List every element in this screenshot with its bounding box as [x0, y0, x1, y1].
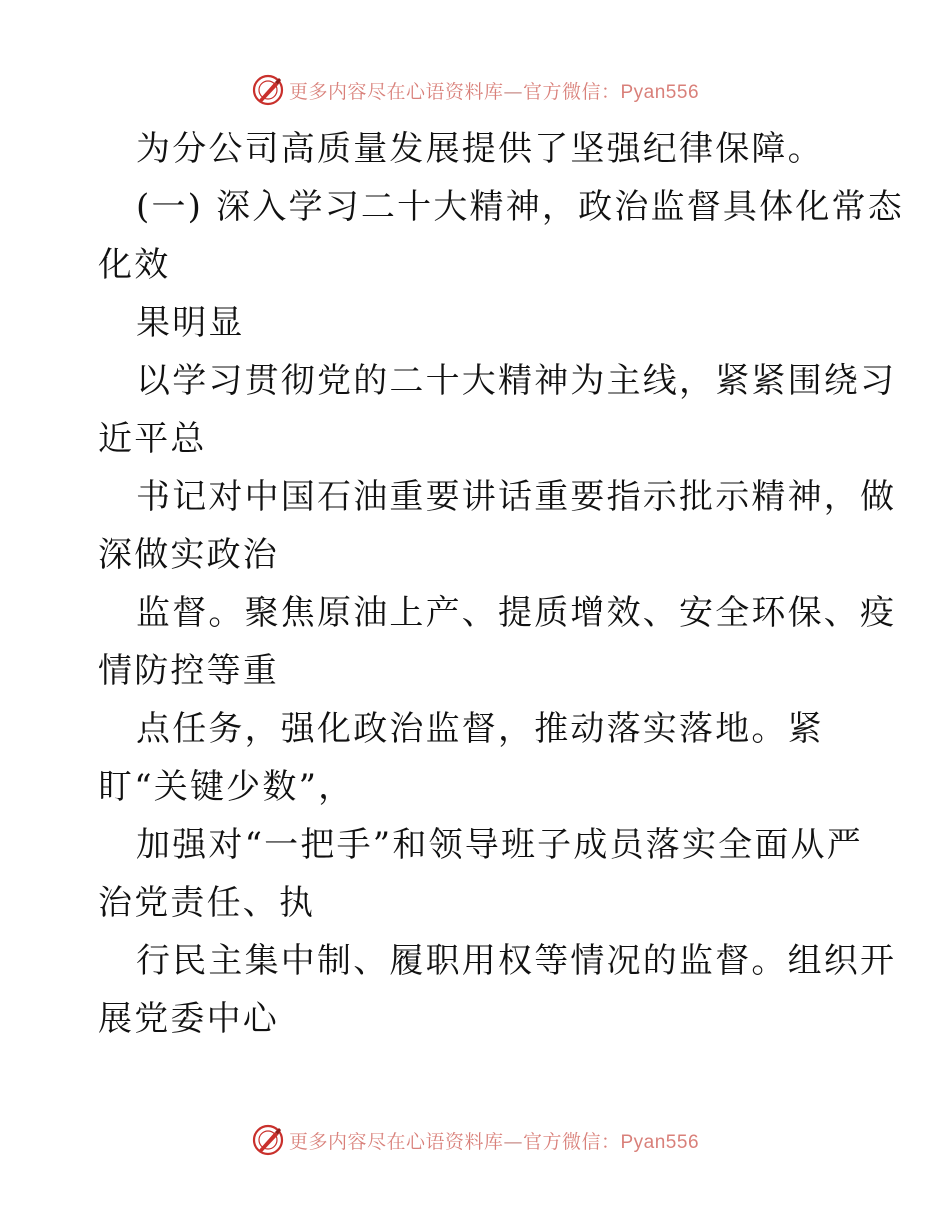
body-line: 加强对“一把手”和领导班子成员落实全面从严	[136, 825, 863, 865]
body-line: 情防控等重	[98, 651, 279, 691]
footer-banner-text	[289, 1127, 699, 1154]
body-line: 点任务，强化政治监督，推动落实落地。紧	[136, 709, 824, 749]
header-banner-wechat-id: Pyan556	[620, 81, 700, 103]
header-banner-separator: —	[503, 80, 523, 103]
body-line: 以学习贯彻党的二十大精神为主线，紧紧围绕习	[136, 361, 897, 401]
body-line: 果明显	[136, 303, 245, 343]
body-line: 治党责任、执	[98, 883, 316, 923]
body-line: 化效	[98, 245, 171, 285]
document-body	[98, 120, 904, 1048]
footer-banner	[0, 1120, 950, 1160]
pen-logo-icon	[251, 73, 285, 107]
header-banner	[0, 70, 950, 110]
footer-banner-suffix: 官方微信：	[522, 1130, 621, 1153]
pen-logo-icon	[251, 1123, 285, 1157]
body-line: 书记对中国石油重要讲话重要指示批示精神，做	[136, 477, 897, 517]
body-line: 为分公司高质量发展提供了坚强纪律保障。	[136, 129, 824, 169]
header-banner-title: 更多内容尽在心语资料库	[288, 80, 504, 103]
body-line: 盯“关键少数”，	[98, 767, 355, 807]
header-banner-text	[289, 77, 699, 104]
body-line: 监督。聚焦原油上产、提质增效、安全环保、疫	[136, 593, 897, 633]
footer-banner-title: 更多内容尽在心语资料库	[288, 1130, 504, 1153]
body-line: 行民主集中制、履职用权等情况的监督。组织开	[136, 941, 897, 981]
body-line: (一) 深入学习二十大精神，政治监督具体化常态	[136, 187, 904, 227]
body-line: 近平总	[98, 419, 207, 459]
body-line: 深做实政治	[98, 535, 279, 575]
body-line: 展党委中心	[98, 999, 279, 1039]
footer-banner-wechat-id: Pyan556	[620, 1131, 700, 1153]
header-banner-suffix: 官方微信：	[522, 80, 621, 103]
footer-banner-separator: —	[503, 1130, 523, 1153]
